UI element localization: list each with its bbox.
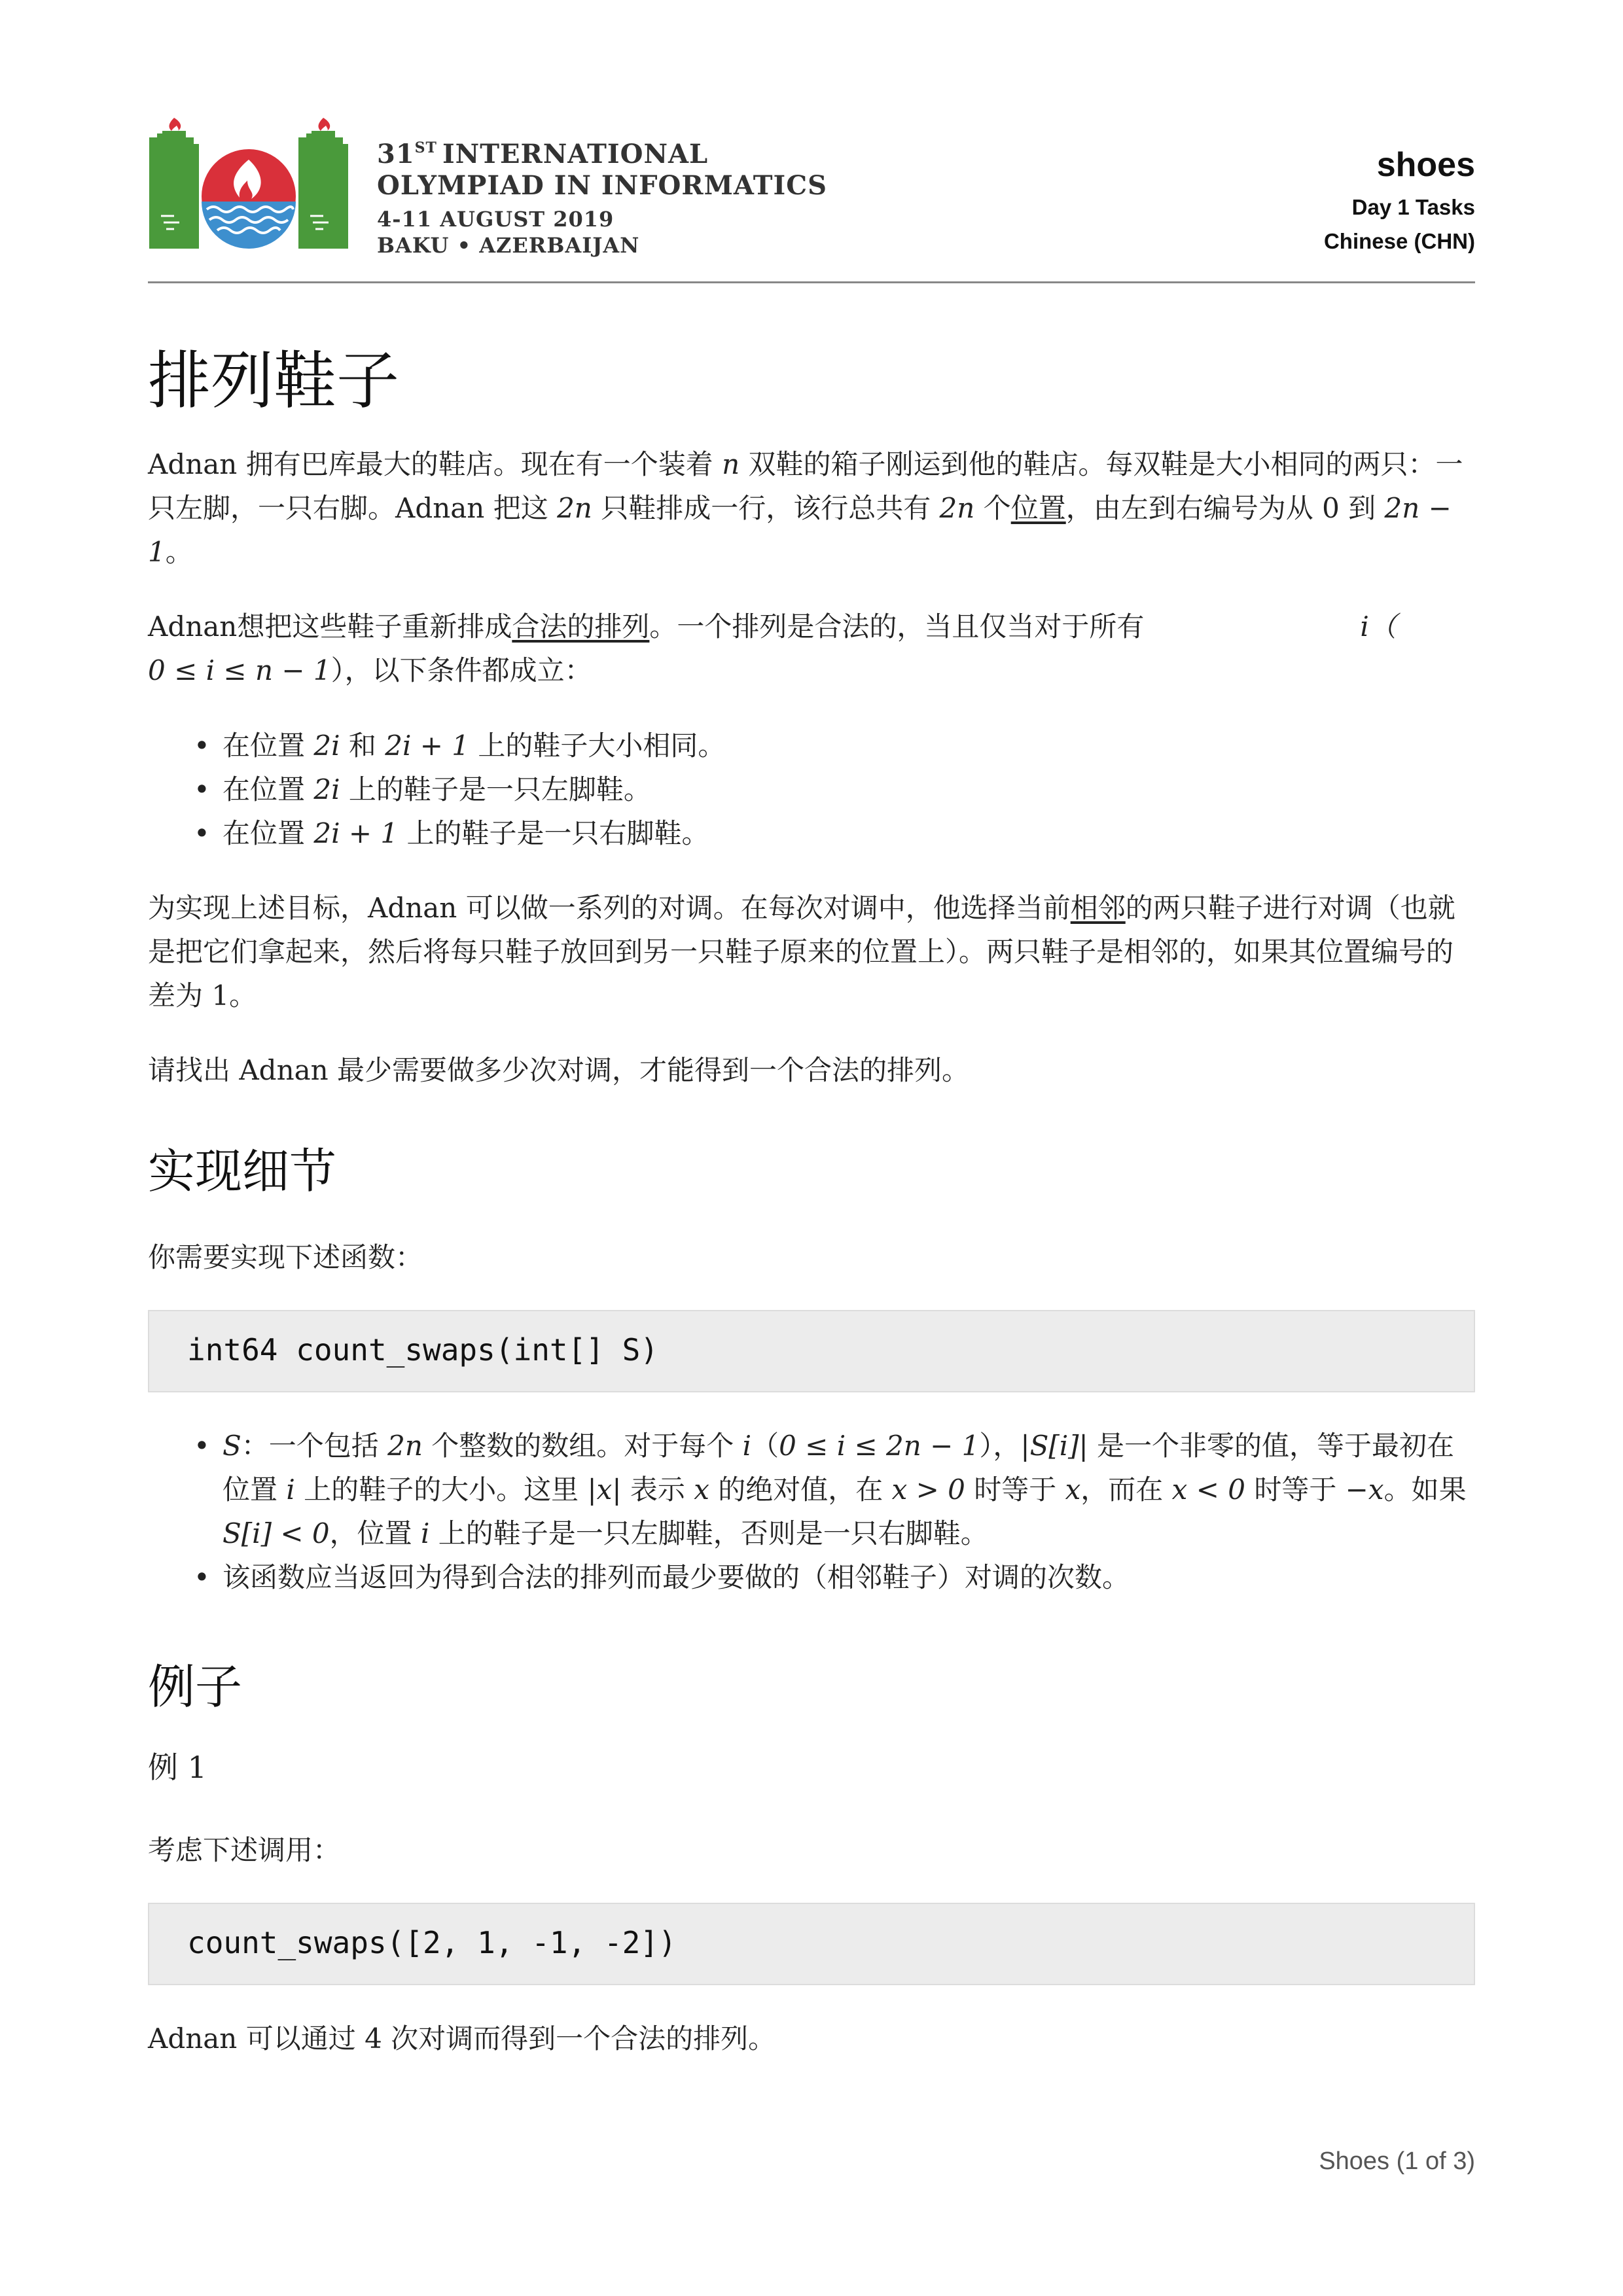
implementation-intro: 你需要实现下述函数： [148, 1241, 423, 1273]
function-signature: int64 count_swaps(int[] S) [187, 1332, 659, 1368]
parameters-list [148, 1424, 1476, 1599]
function-signature-block [148, 1310, 1475, 1392]
example-1-result: Adnan 可以通过 4 次对调而得到一个合法的排列。 [148, 2022, 776, 2055]
section-heading-examples: 例子 [148, 1659, 243, 1714]
day-label: Day 1 Tasks [1351, 195, 1475, 219]
example-1-intro: 考虑下述调用： [148, 1834, 341, 1866]
olympiad-title-line2: OLYMPIAD IN INFORMATICS [377, 170, 827, 201]
list-item: • S：一个包括 2n 个整数的数组。对于每个 i（0 ≤ i ≤ 2n − 1），|S[i]| 是一个非零的值，等于最初在位置 i 上的鞋子的大小。这里 |x| 表示 x 的绝对值，在 x > 0 时等于 x，而在 x < 0 时等于 −x。如果S[i] < 0，位置 i 上的鞋子是一只左脚鞋，否则是一只右脚鞋。 [223, 1424, 1476, 1555]
list-item: • 在位置 2i 上的鞋子是一只左脚鞋。 [223, 768, 1476, 811]
list-item: • 该函数应当返回为得到合法的排列而最少要做的（相邻鞋子）对调的次数。 [223, 1555, 1476, 1599]
conditions-list [148, 724, 1476, 855]
list-item: • 在位置 2i + 1 上的鞋子是一只右脚鞋。 [223, 811, 1476, 855]
valid-arrangement-paragraph: Adnan想把这些鞋子重新排成合法的排列。一个排列是合法的，当且仅当对于所有 i（ 0 ≤ i ≤ n − 1），以下条件都成立： [148, 610, 1397, 686]
example-1-call: count_swaps([2, 1, -1, -2]) [187, 1925, 677, 1960]
olympiad-dates: 4-11 AUGUST 2019 [377, 207, 615, 232]
list-item: • 在位置 2i 和 2i + 1 上的鞋子大小相同。 [223, 724, 1476, 768]
example-1-title: 例 1 [148, 1750, 207, 1785]
intro-paragraph: Adnan 拥有巴库最大的鞋店。现在有一个装着 n 双鞋的箱子刚运到他的鞋店。每双鞋是大小相同的两只：一只左脚，一只右脚。Adnan 把这 2n 只鞋排成一行，该行总共有 2n 个位置，由左到右编号为从 0 到 2n − 1。 [148, 448, 1463, 568]
example-1-call-block [148, 1903, 1475, 1985]
swap-paragraph: 为实现上述目标，Adnan 可以做一系列的对调。在每次对调中，他选择当前相邻的两只鞋子进行对调（也就是把它们拿起来，然后将每只鞋子放回到另一只鞋子原来的位置上）。两只鞋子是相邻的，如果其位置编号的差为 1。 [148, 892, 1455, 1012]
page-footer: Shoes (1 of 3) [1319, 2147, 1475, 2175]
language-label: Chinese (CHN) [1323, 229, 1475, 253]
task-name: shoes [1376, 146, 1475, 184]
task-question: 请找出 Adnan 最少需要做多少次对调，才能得到一个合法的排列。 [148, 1054, 970, 1086]
ioi-2019-logo-icon [144, 118, 353, 255]
page-title: 排列鞋子 [148, 344, 399, 417]
header-divider [148, 281, 1475, 283]
olympiad-title-line1: 31ST INTERNATIONAL [377, 139, 709, 169]
section-heading-implementation: 实现细节 [148, 1144, 337, 1199]
olympiad-location: BAKU • AZERBAIJAN [377, 233, 640, 258]
